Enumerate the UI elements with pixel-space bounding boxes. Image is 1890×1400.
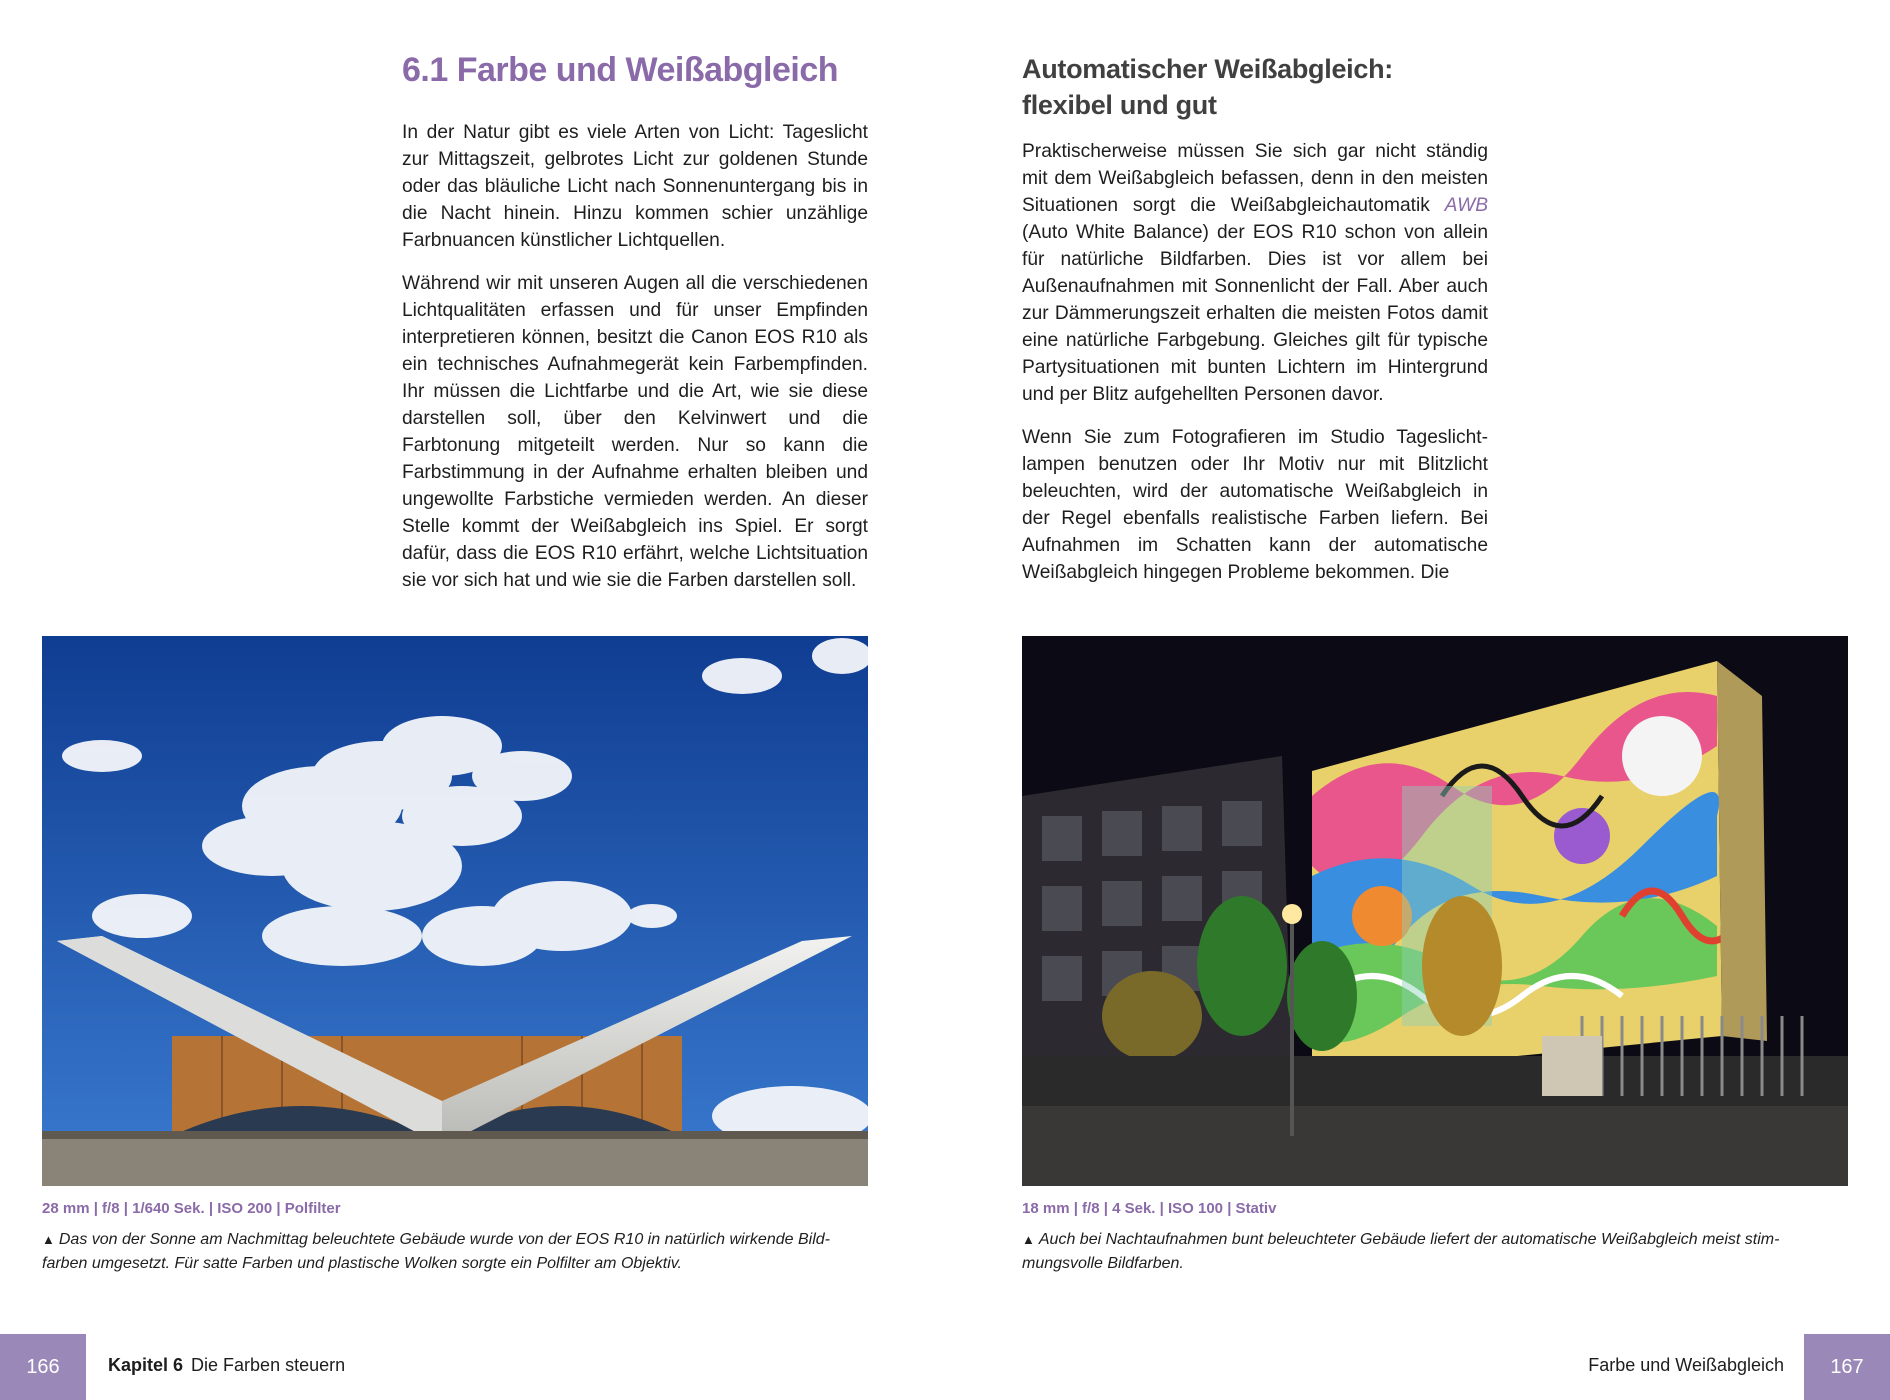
night-building-illustration: [1022, 636, 1848, 1186]
awb-term: AWB: [1444, 194, 1488, 216]
photo-exif-left: 28 mm | f/8 | 1/640 Sek. | ISO 200 | Polfilter: [42, 1200, 341, 1217]
page-number-left-label: 166: [26, 1355, 60, 1378]
photo-night-building: [1022, 636, 1848, 1186]
footer-right: [1588, 1355, 1784, 1376]
subsection-heading-line1: Automatischer Weißabgleich:: [1022, 54, 1393, 84]
photo-caption-left: [42, 1228, 868, 1276]
paragraph-studio: Wenn Sie zum Fotografieren im Studio Tageslichtlampen benutzen oder Ihr Motiv nur mit Blitzlicht beleuchten, wird der automatische Weißabgleich in der Regel ebenfalls realistische Farben liefern. Bei Aufnahmen im Schatten kann der automatische Weißabgleich hingegen Probleme bekommen. Die: [1022, 426, 1488, 583]
left-text-column: [402, 52, 868, 610]
building-sky-illustration: [42, 636, 868, 1186]
footer-left: [108, 1355, 345, 1376]
page-number-left: [0, 1334, 86, 1400]
photo-building-sky: [42, 636, 868, 1186]
right-text-column: [1022, 52, 1488, 602]
footer-chapter-title: Die Farben steuern: [191, 1355, 346, 1375]
paragraph-body: Während wir mit unseren Augen all die verschiedenen Lichtqualitäten erfassen und für unser Empfinden interpretieren können, besitzt die Canon EOS R10 als ein technisches Aufnahmegerät kein Farbempfinden. Ihr müssen die Lichtfarbe und die Art, wie sie diese darstellen soll, über den Kelvinwert und die Farbtonung mitgeteilt werden. Nur so kann die Farbstimmung in der Aufnahme erhalten bleiben und ungewollte Farbstiche vermieden werden. An dieser Stelle kommt der Weißabgleich ins Spiel. Er sorgt dafür, dass die EOS R10 erfährt, welche Lichtsituation sie vor sich hat und wie sie die Farben darstellen soll.: [402, 273, 868, 592]
paragraph-awb: [1022, 138, 1488, 408]
paragraph-awb-part2: (Auto White Balance) der EOS R10 schon von allein für natürliche Bildfarben. Dies ist vor allem bei Außenaufnahmen mit Sonnenlicht der Fall. Aber auch zur Dämmerungszeit erhalten die meisten Fotos damit eine natürliche Farbgebung. Gleiches gilt für typische Partysituationen mit bunten Lichtern im Hintergrund und per Blitz aufgehellten Personen davor.: [1022, 221, 1488, 405]
page-number-right-label: 167: [1830, 1355, 1864, 1378]
caption-text-left: Das von der Sonne am Nachmittag beleuchtete Gebäude wurde von der EOS R10 in natürlich wirkende Bildfarben umgesetzt. Für satte Farben und plastische Wolken sorgte ein Polfilter am Objektiv.: [42, 1231, 830, 1272]
footer-chapter: Kapitel 6: [108, 1355, 184, 1375]
subsection-heading: [1022, 52, 1488, 124]
subsection-heading-line2: flexibel und gut: [1022, 89, 1217, 120]
photo-exif-right: 18 mm | f/8 | 4 Sek. | ISO 100 | Stativ: [1022, 1200, 1277, 1217]
caption-triangle-icon: ▲: [42, 1232, 55, 1247]
footer-right-title: Farbe und Weißabgleich: [1588, 1355, 1784, 1375]
paragraph-intro: In der Natur gibt es viele Arten von Licht: Tageslicht zur Mittagszeit, gelbrotes Licht zur goldenen Stunde oder das bläuliche Licht nach Sonnenuntergang bis in die Nacht hinein. Hinzu kommen schier unzählige Farbnuancen künstlicher Lichtquellen.: [402, 122, 868, 252]
caption-text-right: Auch bei Nachtaufnahmen bunt beleuchteter Gebäude liefert der automatische Weißabgleich meist stimmungsvolle Bildfarben.: [1022, 1231, 1780, 1272]
caption-triangle-icon: ▲: [1022, 1232, 1035, 1247]
paragraph-awb-part1: Praktischerweise müssen Sie sich gar nicht ständig mit dem Weißabgleich befassen, denn in den meisten Situationen sorgt die Weißabgleichautomatik: [1022, 140, 1488, 216]
section-heading: 6.1 Farbe und Weißabgleich: [402, 51, 839, 89]
page-number-right: [1804, 1334, 1890, 1400]
photo-caption-right: [1022, 1228, 1848, 1276]
